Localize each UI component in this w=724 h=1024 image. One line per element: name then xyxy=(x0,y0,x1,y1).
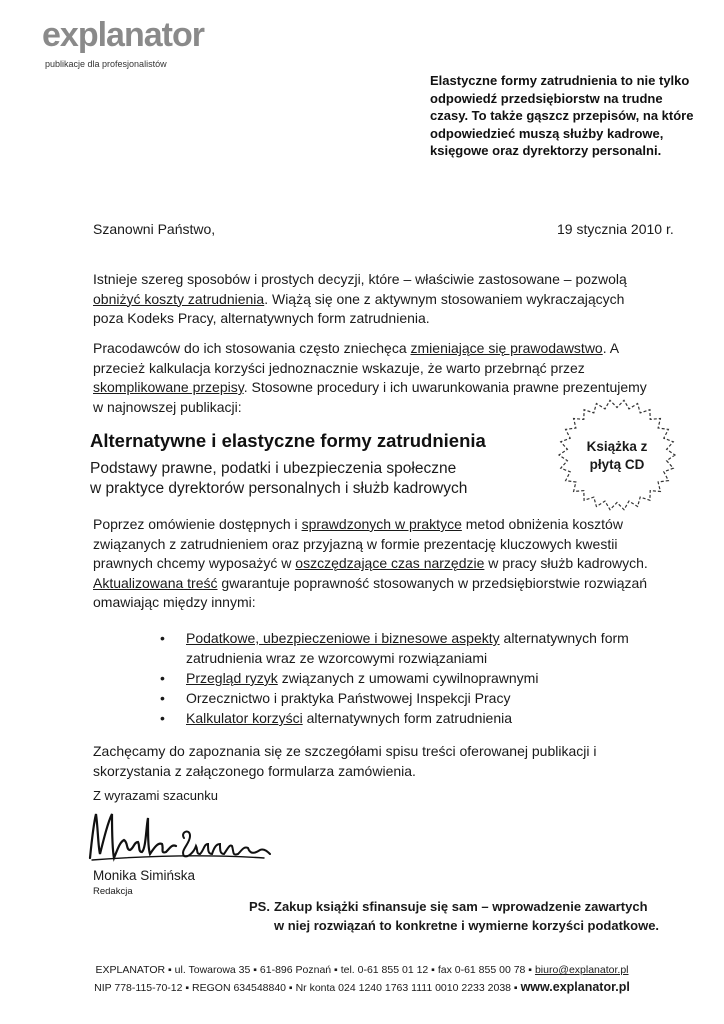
letter-date: 19 stycznia 2010 r. xyxy=(557,221,674,237)
badge-text xyxy=(542,438,692,474)
footer-contact xyxy=(0,964,724,976)
handwritten-signature-icon xyxy=(84,808,274,870)
bullet-icon: • xyxy=(160,670,165,686)
footer-address: EXPLANATOR ▪ ul. Towarowa 35 ▪ 61-896 Poznań ▪ tel. 0-61 855 01 12 ▪ fax 0-61 855 00 78 ▪ xyxy=(95,964,535,976)
logo-tagline: publikacje dla profesjonalistów xyxy=(45,59,167,69)
footer-bank-info: NIP 778-115-70-12 ▪ REGON 634548840 ▪ Nr konta 024 1240 1763 1111 0010 2233 2038 ▪ xyxy=(94,982,521,994)
p1-underline-1: obniżyć koszty zatrudnienia xyxy=(93,290,265,307)
greeting: Szanowni Państwo, xyxy=(93,221,216,237)
p2-text-a: Pracodawców do ich stosowania często zniechęca xyxy=(93,340,411,356)
paragraph-3 xyxy=(93,515,673,613)
footer-website-link[interactable]: www.explanator.pl xyxy=(520,980,630,994)
p3-text-b: metod obniżenia kosztów związanych z zatrudnieniem oraz przyjazną w formie prezentację kluczowych kwestii prawnych chcemy wyposażyć w xyxy=(93,516,623,571)
p2-text-b: . A przecież kalkulacja korzyści jednoznacznie wskazuje, że warto przebrnąć przez xyxy=(93,340,619,376)
p2-text-c: . Stosowne procedury i ich uwarunkowania prawne prezentujemy w najnowszej publikacji: xyxy=(93,379,647,415)
bullet-text: alternatywnych form zatrudnienia xyxy=(302,710,513,726)
paragraph-4: Zachęcamy do zapoznania się ze szczegółami spisu treści oferowanej publikacji i skorzystania z załączonego formularza zamówienia. xyxy=(93,743,597,779)
bullet-text: Orzecznictwo i praktyka Państwowej Inspekcji Pracy xyxy=(186,690,511,706)
signer-name: Monika Simińska xyxy=(93,868,196,883)
headline-intro: Elastyczne formy zatrudnienia to nie tylko odpowiedź przedsiębiorstw na trudne czasy. To także gąszcz przepisów, na które odpowiedzieć muszą służby kadrowe, księgowe oraz dyrektorzy personalni. xyxy=(430,73,694,158)
book-title: Alternatywne i elastyczne formy zatrudnienia xyxy=(90,430,486,451)
footer-registry xyxy=(0,980,724,994)
ps-label: PS. xyxy=(249,899,270,914)
book-subtitle xyxy=(90,459,467,498)
ps-line-1 xyxy=(249,897,709,916)
bullet-underline: Przegląd ryzyk xyxy=(186,670,278,686)
ps-text-1: Zakup książki sfinansuje się sam – wprowadzenie zawartych xyxy=(274,899,648,914)
p3-text-a: Poprzez omówienie dostępnych i xyxy=(93,516,302,532)
bullet-underline: Kalkulator korzyści xyxy=(186,710,303,726)
badge-line-1: Książka z xyxy=(586,439,648,454)
bullet-icon: • xyxy=(160,710,165,726)
list-item xyxy=(160,688,640,708)
explanator-logo xyxy=(42,18,204,52)
logo-figure-x: x xyxy=(59,16,78,54)
paragraph-1 xyxy=(93,270,653,329)
logo-text-post: planator xyxy=(77,16,204,54)
bullet-underline: Podatkowe, ubezpieczeniowe i biznesowe aspekty xyxy=(186,630,500,646)
p1-text-a: Istnieje szereg sposobów i prostych decyzji, które – właściwie zastosowane – pozwolą xyxy=(93,271,627,287)
bullet-text: związanych z umowami cywilnoprawnymi xyxy=(277,670,539,686)
postscript xyxy=(249,897,709,935)
p3-text-c: w pracy służb kadrowych. xyxy=(484,555,648,571)
closing-phrase: Z wyrazami szacunku xyxy=(93,788,218,803)
p1-text-b: . Wiążą się one z aktywnym stosowaniem wykraczających poza Kodeks Pracy, alternatywnych form zatrudnienia. xyxy=(93,290,625,326)
book-subtitle-line-2: w praktyce dyrektorów personalnych i służb kadrowych xyxy=(90,479,468,497)
list-item xyxy=(160,668,640,688)
list-item xyxy=(160,628,640,668)
logo-text-pre: e xyxy=(42,16,60,54)
badge-line-2: płytą CD xyxy=(589,457,645,472)
p3-underline-1: sprawdzonych w praktyce xyxy=(301,516,462,532)
book-subtitle-line-1: Podstawy prawne, podatki i ubezpieczenia społeczne xyxy=(90,460,457,477)
p3-underline-3: Aktualizowana treść xyxy=(93,574,218,591)
list-item xyxy=(160,708,640,728)
p2-underline-2: skomplikowane przepisy xyxy=(93,379,244,395)
ps-line-2: w niej rozwiązań to konkretne i wymierne korzyści podatkowe. xyxy=(274,918,660,933)
bullet-icon: • xyxy=(160,630,165,646)
feature-list xyxy=(160,628,640,728)
bullet-text: alternatywnych form zatrudnienia wraz ze wzorcowymi rozwiązaniami xyxy=(186,630,629,666)
footer-email-link[interactable]: biuro@explanator.pl xyxy=(534,964,629,976)
p3-underline-2: oszczędzające czas narzędzie xyxy=(295,555,485,571)
p2-underline-1: zmieniające się prawodawstwo xyxy=(410,340,603,356)
bullet-icon: • xyxy=(160,690,165,706)
p3-text-d: gwarantuje poprawność stosowanych w przedsiębiorstwie rozwiązań omawiając między innymi: xyxy=(93,574,648,610)
signer-role: Redakcja xyxy=(93,886,133,897)
